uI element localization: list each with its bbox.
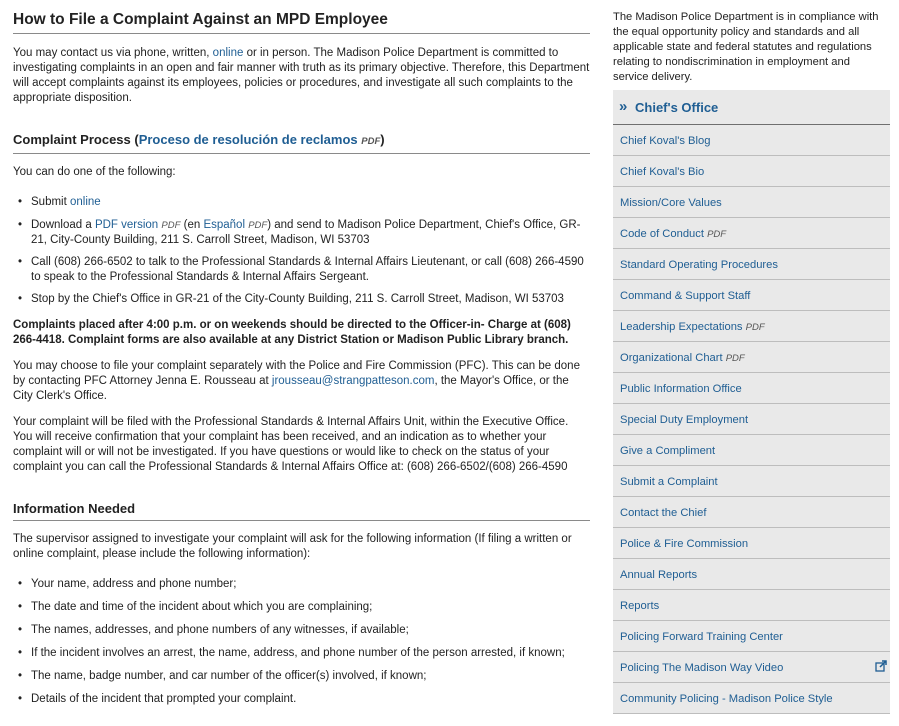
online-link[interactable]: online [212,47,244,59]
list-item: • Your name, address and phone number; [13,577,590,592]
pfc-text-2: , the Mayor's Office, or the City Clerk's Office. [13,375,569,402]
pdf-label: PDF [725,353,745,364]
submit-online-link[interactable]: online [70,196,101,208]
sidebar-item-label: Reports [620,600,660,612]
list-item: • The date and time of the incident about which you are complaining; [13,600,590,615]
pfc-paragraph [13,359,590,404]
sidebar-item-training-center[interactable] [613,621,890,652]
pfc-text-1: You may choose to file your complaint separately with the Police and Fire Commission (PFC). This can be done by contacting PFC Attorney Jenna E. Rousseau at [13,360,580,387]
nav-title: Chief's Office [635,100,719,115]
pfc-email-link[interactable]: jrousseau@strangpatteson.com [271,375,435,387]
sidebar-item-label: Policing Forward Training Center [620,631,783,643]
pdf-version-link[interactable]: PDF version [94,219,159,231]
complaint-process-heading [13,132,590,154]
list-item: • Call (608) 266-6502 to talk to the Professional Standards & Internal Affairs Lieutenant, or call (608) 266-4590 to speak to the Professional Standards & Internal Affairs Sergeant. [13,255,590,285]
information-needed-heading: Information Needed [13,501,590,521]
sidebar-item-pfc[interactable] [613,528,890,559]
heading-close-paren: ) [380,132,385,147]
sidebar-item-label: Annual Reports [620,569,698,581]
sidebar-item-label: Give a Compliment [620,445,716,457]
sidebar-item-label: Chief Koval's Blog [620,135,711,147]
intro-text-2: or in person. The Madison Police Department is committed to investigating complaints in an open and fair manner with truth as its primary objective. Therefore, this Department will accept complaints against its employees, policies or procedures, and investigate all such complaints to the appropriate disposition. [13,47,590,104]
download-en-text: (en [180,219,204,231]
sidebar-item-community-policing[interactable] [613,683,890,714]
list-item: • The names, addresses, and phone numbers of any witnesses, if available; [13,623,590,638]
chiefs-office-nav [613,90,890,714]
sidebar-item-chief-blog[interactable] [613,125,890,156]
after-hours-note: Complaints placed after 4:00 p.m. or on weekends should be directed to the Officer-in- Charge at (608) 266-4418. Complaint forms are also available at any District Station or Madison Public Library branch. [13,319,571,346]
info-lead: The supervisor assigned to investigate your complaint will ask for the following information (If filing a written or online complaint, please include the following information): [13,533,572,560]
sidebar-item-label: Contact the Chief [620,507,707,519]
list-item: • If the incident involves an arrest, the name, address, and phone number of the person arrested, if known; [13,646,590,661]
sidebar-item-label: Standard Operating Procedures [620,259,778,271]
sidebar-item-label: Public Information Office [620,383,742,395]
sidebar-item-label: Organizational Chart [620,352,723,364]
nav-header [613,90,890,125]
sidebar-item-special-duty[interactable] [613,404,890,435]
list-item: • Stop by the Chief's Office in GR-21 of the City-County Building, 211 S. Carroll Street, Madison, WI 53703 [13,292,590,307]
sidebar-item-org-chart[interactable] [613,342,890,373]
list-item: • The name, badge number, and car number of the officer(s) involved, if known; [13,669,590,684]
sidebar-item-chief-bio[interactable] [613,156,890,187]
sidebar-item-label: Police & Fire Commission [620,538,749,550]
pdf-label: PDF [161,220,181,231]
download-text: Download a [31,219,95,231]
nondiscrimination-notice: The Madison Police Department is in compliance with the equal opportunity policy and standards and all applicable state and federal statutes and regulations relating to nondiscrimination in employment and service delivery. [613,11,879,83]
sidebar-item-label: Community Policing - Madison Police Style [620,693,833,705]
sidebar-item-leadership[interactable] [613,311,890,342]
sidebar-item-label-wrap [620,320,765,335]
sidebar-item-sop[interactable] [613,249,890,280]
sidebar-item-label: Command & Support Staff [620,290,751,302]
sidebar-item-label: Submit a Complaint [620,476,718,488]
list-item [13,195,590,210]
list-item: • Details of the incident that prompted your complaint. [13,692,590,707]
filed-paragraph: Your complaint will be filed with the Professional Standards & Internal Affairs Unit, within the Executive Office. You will receive confirmation that your complaint has been received, and an indication as to whether your complaint will or will not be investigated. If you have questions or would like to check on the status of your complaint you can call the Professional Standards & Internal Affairs Office at: (608) 266-6502/(608) 266-4590 [13,416,569,473]
sidebar-item-label: Policing The Madison Way Video [620,662,784,674]
sidebar-item-label: Leadership Expectations [620,321,743,333]
process-lead: You can do one of the following: [13,166,176,178]
external-link-icon [875,660,887,672]
sidebar-item-mission[interactable] [613,187,890,218]
espanol-link[interactable]: Español [203,219,245,231]
sidebar-item-pio[interactable] [613,373,890,404]
sidebar-item-code-of-conduct[interactable] [613,218,890,249]
sidebar-item-reports[interactable] [613,590,890,621]
pdf-label: PDF [248,220,268,231]
page-title: How to File a Complaint Against an MPD Employee [13,11,590,34]
sidebar-item-compliment[interactable] [613,435,890,466]
pdf-label: PDF [707,229,727,240]
sidebar [613,10,890,714]
list-item [13,218,590,248]
sidebar-item-label: Code of Conduct [620,228,704,240]
sidebar-item-command-staff[interactable] [613,280,890,311]
sidebar-item-label: Chief Koval's Bio [620,166,705,178]
intro-paragraph [13,46,590,106]
info-list [13,577,590,707]
complaint-process-heading-text: Complaint Process ( [13,132,139,147]
process-options-list [13,195,590,307]
sidebar-item-madison-way-video[interactable] [613,652,890,683]
sidebar-item-label-wrap [620,351,745,366]
submit-text: Submit [31,196,70,208]
sidebar-item-annual-reports[interactable] [613,559,890,590]
sidebar-item-label: Special Duty Employment [620,414,749,426]
sidebar-item-contact-chief[interactable] [613,497,890,528]
intro-text-1: You may contact us via phone, written, [13,47,213,59]
main-content [13,11,590,707]
spanish-process-link[interactable]: Proceso de resolución de reclamos [138,132,358,147]
pdf-label: PDF [745,322,765,333]
double-chevron-icon: » [619,98,625,115]
pdf-label: PDF [361,136,381,147]
sidebar-item-submit-complaint[interactable] [613,466,890,497]
sidebar-item-label-wrap [620,227,726,242]
download-rest-text: ) and send to Madison Police Department, Chief's Office, GR-21, City-County Building, 211 S. Carroll Street, Madison, WI 53703 [31,219,581,246]
sidebar-item-label: Mission/Core Values [620,197,722,209]
